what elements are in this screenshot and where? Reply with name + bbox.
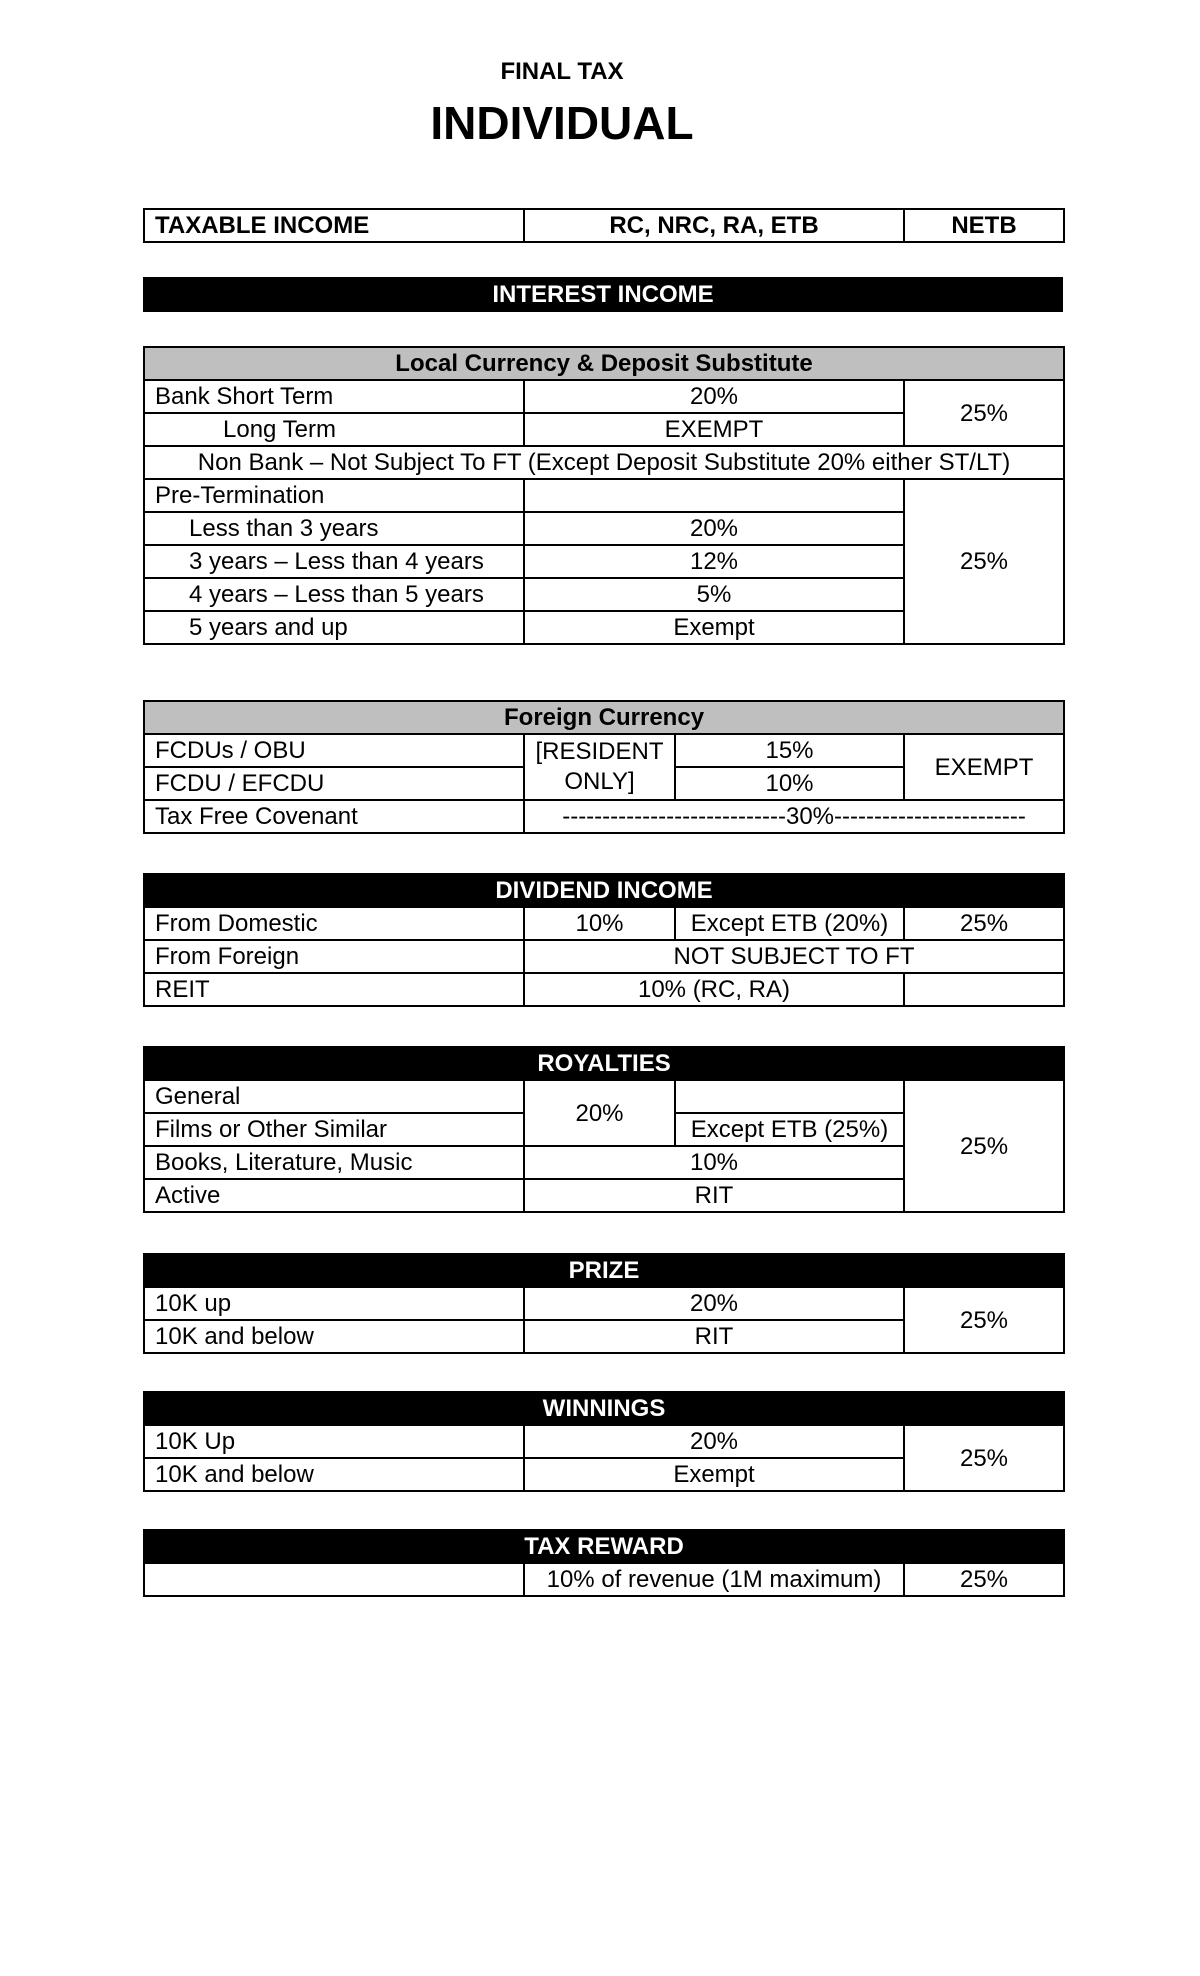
prize-below-label: 10K and below xyxy=(144,1320,524,1353)
from-foreign-rate: NOT SUBJECT TO FT xyxy=(524,940,1064,973)
table-row xyxy=(144,734,1064,767)
tax-free-covenant-label: Tax Free Covenant xyxy=(144,800,524,833)
table-row xyxy=(144,1563,1064,1596)
fcdu-obu-rate: 15% xyxy=(675,734,904,767)
active-label: Active xyxy=(144,1179,524,1212)
pre-row-label: 4 years – Less than 5 years xyxy=(144,578,524,611)
films-except: Except ETB (25%) xyxy=(675,1113,904,1146)
col-residents: RC, NRC, RA, ETB xyxy=(524,209,904,242)
bank-short-term-label: Bank Short Term xyxy=(144,380,524,413)
interest-income-banner xyxy=(143,277,1063,312)
table-row xyxy=(144,380,1064,413)
tax-reward-rate: 10% of revenue (1M maximum) xyxy=(524,1563,904,1596)
foreign-netb: EXEMPT xyxy=(904,734,1064,800)
table-row xyxy=(144,940,1064,973)
active-rate: RIT xyxy=(524,1179,904,1212)
pre-row-label: 3 years – Less than 4 years xyxy=(144,545,524,578)
resident-only-note: [RESIDENT ONLY] xyxy=(524,734,675,800)
pre-row-rate: 12% xyxy=(524,545,904,578)
winnings-up-label: 10K Up xyxy=(144,1425,524,1458)
table-row xyxy=(144,800,1064,833)
winnings-below-label: 10K and below xyxy=(144,1458,524,1491)
pre-termination-empty xyxy=(524,479,904,512)
winnings-up-rate: 20% xyxy=(524,1425,904,1458)
long-term-rate: EXEMPT xyxy=(524,413,904,446)
table-row xyxy=(144,907,1064,940)
fcdu-efcdu-label: FCDU / EFCDU xyxy=(144,767,524,800)
tax-reward-label xyxy=(144,1563,524,1596)
from-foreign-label: From Foreign xyxy=(144,940,524,973)
winnings-below-rate: Exempt xyxy=(524,1458,904,1491)
pre-termination-label: Pre-Termination xyxy=(144,479,524,512)
prize-below-rate: RIT xyxy=(524,1320,904,1353)
books-rate: 10% xyxy=(524,1146,904,1179)
prize-up-label: 10K up xyxy=(144,1287,524,1320)
table-row xyxy=(144,1425,1064,1458)
table-row xyxy=(144,973,1064,1006)
col-taxable-income: TAXABLE INCOME xyxy=(144,209,524,242)
general-except-empty xyxy=(675,1080,904,1113)
section-title-interest: INTEREST INCOME xyxy=(144,278,1062,311)
long-term-label: Long Term xyxy=(144,413,524,446)
section-title-royalties: ROYALTIES xyxy=(144,1047,1064,1080)
pre-termination-netb: 25% xyxy=(904,479,1064,644)
table-row xyxy=(144,479,1064,512)
table-row xyxy=(144,1080,1064,1113)
table-row xyxy=(144,1287,1064,1320)
local-currency-table xyxy=(143,346,1065,645)
local-currency-heading: Local Currency & Deposit Substitute xyxy=(144,347,1064,380)
royalties-table xyxy=(143,1046,1065,1213)
reit-netb-empty xyxy=(904,973,1064,1006)
prize-up-rate: 20% xyxy=(524,1287,904,1320)
non-bank-note: Non Bank – Not Subject To FT (Except Deposit Substitute 20% either ST/LT) xyxy=(144,446,1064,479)
from-domestic-label: From Domestic xyxy=(144,907,524,940)
bank-short-term-rate: 20% xyxy=(524,380,904,413)
table-row xyxy=(144,446,1064,479)
pre-row-label: Less than 3 years xyxy=(144,512,524,545)
winnings-table xyxy=(143,1391,1065,1492)
royalties-rate: 20% xyxy=(524,1080,675,1146)
pre-row-rate: Exempt xyxy=(524,611,904,644)
tax-reward-table xyxy=(143,1529,1065,1597)
pre-row-rate: 5% xyxy=(524,578,904,611)
films-label: Films or Other Similar xyxy=(144,1113,524,1146)
foreign-currency-table xyxy=(143,700,1065,834)
section-title-prize: PRIZE xyxy=(144,1254,1064,1287)
dividend-table xyxy=(143,873,1065,1007)
section-title-dividend: DIVIDEND INCOME xyxy=(144,874,1064,907)
tax-free-covenant-rate: ----------------------------30%------------------------ xyxy=(524,800,1064,833)
bank-netb-rate: 25% xyxy=(904,380,1064,446)
page-subtitle: FINAL TAX xyxy=(500,58,624,85)
tax-reward-netb: 25% xyxy=(904,1563,1064,1596)
fcdu-efcdu-rate: 10% xyxy=(675,767,904,800)
section-title-winnings: WINNINGS xyxy=(144,1392,1064,1425)
from-domestic-netb: 25% xyxy=(904,907,1064,940)
winnings-netb: 25% xyxy=(904,1425,1064,1491)
prize-table xyxy=(143,1253,1065,1354)
section-title-tax-reward: TAX REWARD xyxy=(144,1530,1064,1563)
from-domestic-except: Except ETB (20%) xyxy=(675,907,904,940)
books-label: Books, Literature, Music xyxy=(144,1146,524,1179)
col-netb: NETB xyxy=(904,209,1064,242)
fcdu-obu-label: FCDUs / OBU xyxy=(144,734,524,767)
page-title: INDIVIDUAL xyxy=(430,97,694,149)
reit-label: REIT xyxy=(144,973,524,1006)
column-header-table xyxy=(143,208,1065,243)
prize-netb: 25% xyxy=(904,1287,1064,1353)
pre-row-rate: 20% xyxy=(524,512,904,545)
foreign-currency-heading: Foreign Currency xyxy=(144,701,1064,734)
reit-rate: 10% (RC, RA) xyxy=(524,973,904,1006)
pre-row-label: 5 years and up xyxy=(144,611,524,644)
royalties-netb: 25% xyxy=(904,1080,1064,1212)
general-label: General xyxy=(144,1080,524,1113)
column-header-row xyxy=(144,209,1064,242)
from-domestic-rate: 10% xyxy=(524,907,675,940)
